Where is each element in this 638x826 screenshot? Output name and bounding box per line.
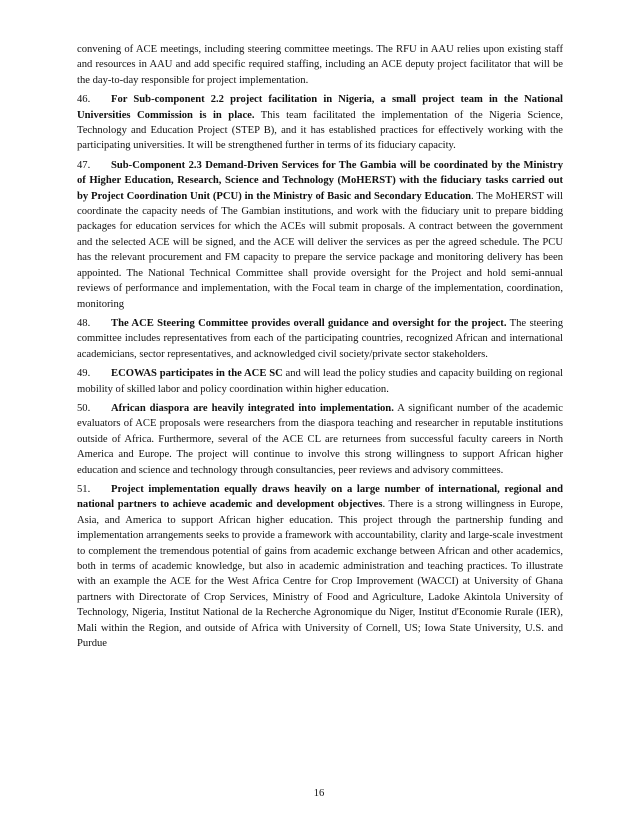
paragraph-number: 50.: [77, 402, 91, 414]
paragraph-text: convening of ACE meetings, including steering committee meetings. The RFU in AAU relies upon existing staff and resources in AAU and add specific required staffing, including an ACE deputy project facilitator that will be the day-to-day responsible for project implementation.: [77, 44, 563, 86]
paragraph-49: [77, 366, 563, 397]
paragraph-text: A significant number of the academic evaluators of ACE proposals were researchers from the diaspora teaching and researcher in reputable institutions outside of Africa. Furthermore, several of the ACE CL are returnees from successful faculty careers in North America and Europe. The project will continue to involve this strong willingness to support African higher education and science and technology through consultancies, peer reviews and advisory committees.: [77, 402, 563, 476]
paragraph-text: . There is a strong willingness in Europe, Asia, and America to support African higher education. This project through the partnership funding and implementation arrangements seeks to provide a framework with accountability, clarity and large-scale investment to complement the tremendous potential of gains from academic exchange between African and other academics, both in terms of academic knowledge, but also in academic administration and teaching practices. To illustrate with an example the ACE for the West Africa Centre for Crop Improvement (WACCI) at University of Ghana partners with Directorate of Crop Services, Ministry of Food and Agriculture, Ladoke Akintola University of Technology, Nigeria, Institut National de la Recherche Agronomique du Niger, Institut d'Economie Rurale (IER), Mali within the Region, and outside of Africa with University of Cornell, US; Iowa State University, U.S. and Purdue: [77, 499, 563, 650]
paragraph-lead: African diaspora are heavily integrated into implementation.: [111, 402, 394, 414]
paragraph-lead: Project implementation equally draws heavily on a large number of international, regional and national partners to achieve academic and development objectives: [77, 483, 563, 511]
paragraph-lead: For Sub-component 2.2 project facilitation in Nigeria, a small project team in the National Universities Commission is in place.: [77, 94, 563, 121]
page-number: 16: [313, 788, 325, 799]
paragraph-number: 47.: [77, 159, 91, 171]
paragraph-lead: ECOWAS participates in the ACE SC: [111, 368, 283, 380]
document-body: [77, 42, 563, 655]
paragraph-50: [77, 401, 563, 478]
paragraph-continuation: [77, 42, 563, 88]
paragraph-number: 49.: [77, 368, 91, 380]
paragraph-51: [77, 482, 563, 651]
paragraph-number: 48.: [77, 317, 91, 329]
paragraph-lead: The ACE Steering Committee provides overall guidance and oversight for the project.: [111, 317, 507, 329]
paragraph-text: and will lead the policy studies and capacity building on regional mobility of skilled labor and policy coordination within higher education.: [77, 368, 563, 395]
paragraph-text: . The MoHERST will coordinate the capacity needs of The Gambian institutions, and work with the fiduciary unit to prepare bidding packages for education services for which the ACEs will submit proposals. A contract between the government and the selected ACE will be signed, and the ACE will deliver the services as per the agreed schedule. The PCU has the relevant procurement and FM capacity to prepare the service package and monitoring delivery has been appointed. The National Technical Committee shall provide oversight for the Project and hold semi-annual reviews of performance and implementation, with the Focal team in charge of the implementation, coordination, monitoring: [77, 190, 563, 310]
paragraph-46: [77, 92, 563, 154]
paragraph-47: [77, 158, 563, 312]
paragraph-text: This team facilitated the implementation of the Nigeria Science, Technology and Education Project (STEP B), and it has established practices for effectively working with the participating universities. It will be strengthened further in terms of its fiduciary capacity.: [77, 109, 563, 152]
paragraph-number: 51.: [77, 483, 91, 495]
paragraph-48: [77, 316, 563, 362]
paragraph-text: The steering committee includes representatives from each of the participating countries, recognized African and international academicians, sector representatives, and acknowledged civil society/private sector stakeholders.: [77, 317, 563, 360]
paragraph-number: 46.: [77, 94, 91, 106]
paragraph-lead: Sub-Component 2.3 Demand-Driven Services for The Gambia will be coordinated by the Ministry of Higher Education, Research, Science and Technology (MoHERST) with the fiduciary tasks carried out by Project Coordination Unit (PCU) in the Ministry of Basic and Secondary Education: [77, 159, 563, 202]
